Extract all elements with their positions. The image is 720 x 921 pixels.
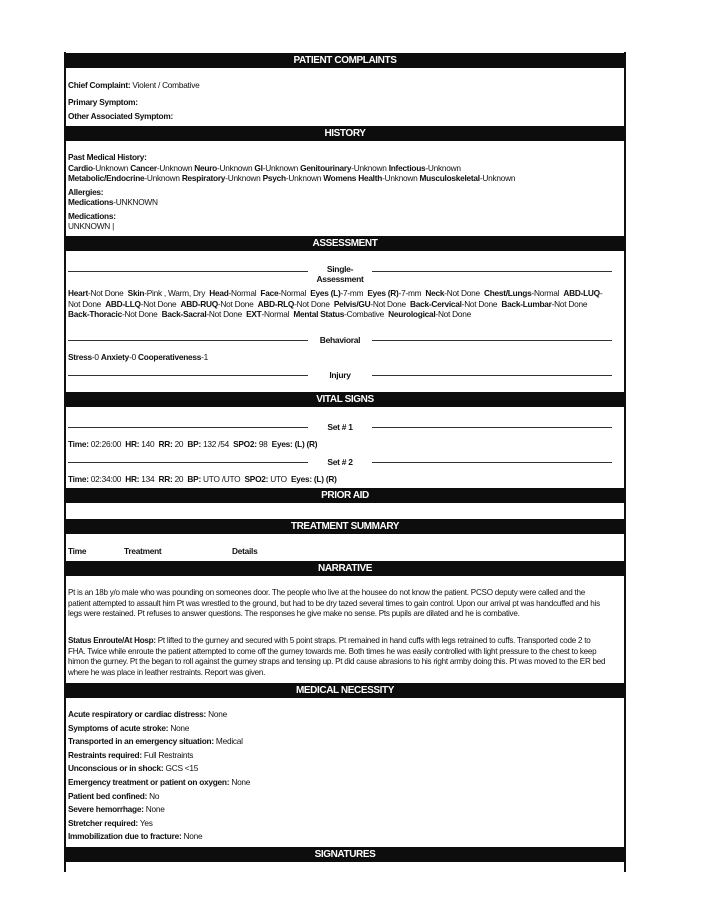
history-item: Metabolic/Endocrine-Unknown [68, 173, 180, 183]
section-header-prior-aid: PRIOR AID [64, 488, 626, 503]
assessment-finding: EXT-Normal [246, 309, 290, 320]
chief-complaint: Chief Complaint: Violent / Combative [68, 80, 200, 90]
assessment-finding: ABD-LUQ-Not Done [68, 288, 603, 309]
assessment-finding: ABD-LLQ-Not Done [105, 298, 177, 309]
necessity-item: Emergency treatment or patient on oxygen: None [68, 777, 251, 787]
assessment-finding: Back-Thoracic-Not Done [68, 309, 158, 320]
history-row-2 [68, 173, 515, 184]
other-symptom: Other Associated Symptom: [68, 111, 174, 121]
assessment-findings [68, 288, 608, 320]
section-header-history: HISTORY [64, 126, 626, 141]
medications-value: UNKNOWN | [68, 221, 114, 231]
section-header-signatures: SIGNATURES [64, 847, 626, 862]
necessity-item: Stretcher required: Yes [68, 817, 153, 828]
behavioral-title: Behavioral [319, 335, 361, 345]
assessment-finding: Eyes (L)-7-mm [310, 288, 364, 298]
divider [68, 427, 308, 428]
divider [372, 375, 612, 376]
history-item: Genitourinary-Unknown [300, 163, 387, 173]
necessity-item: Severe hemorrhage: None [68, 804, 165, 815]
assessment-finding: ABD-RLQ-Not Done [257, 298, 330, 309]
assessment-finding: ABD-RUQ-Not Done [180, 298, 254, 309]
history-item: Psych-Unknown [262, 173, 322, 183]
history-item: Musculoskeletal-Unknown [419, 173, 516, 183]
section-header-vitals: VITAL SIGNS [64, 392, 626, 407]
assessment-finding: Pelvis/GU-Not Done [333, 298, 406, 309]
treatment-col-details: Details [232, 546, 258, 556]
allergies-label: Allergies: [68, 187, 104, 197]
vital-set-1-row: Time: 02:26:00 HR: 140 RR: 20 BP: 132 /54 SPO2: 98 Eyes: (L) (R) [68, 439, 318, 449]
section-header-narrative: NARRATIVE [64, 561, 626, 576]
necessity-item: Restraints required: Full Restraints [68, 749, 194, 760]
assessment-finding: Mental Status-Combative [293, 309, 385, 320]
divider [68, 462, 308, 463]
assessment-finding: Eyes (R)-7-mm [367, 288, 422, 298]
divider [68, 375, 308, 376]
history-item: Cancer-Unknown [130, 163, 193, 173]
medications-label: Medications: [68, 211, 116, 221]
assessment-finding: Back-Sacral-Not Done [161, 309, 242, 320]
injury-title: Injury [329, 370, 351, 380]
divider [372, 271, 612, 272]
section-header-treatment: TREATMENT SUMMARY [64, 519, 626, 534]
treatment-col-treatment: Treatment [124, 546, 162, 556]
history-item: Womens Health-Unknown [323, 173, 418, 183]
behavioral-values [68, 352, 208, 363]
history-item: Respiratory-Unknown [181, 173, 261, 183]
assessment-finding: Face-Normal [260, 288, 307, 298]
necessity-item: Immobilization due to fracture: None [68, 831, 203, 842]
divider [372, 462, 612, 463]
behavioral-item: Cooperativeness-1 [138, 352, 209, 362]
history-row-1 [68, 163, 461, 174]
vital-set-2-row: Time: 02:34:00 HR: 134 RR: 20 BP: UTO /UTO SPO2: UTO Eyes: (L) (R) [68, 474, 337, 484]
history-item: Neuro-Unknown [194, 163, 253, 173]
narrative-paragraph-2: Status Enroute/At Hosp: Pt lifted to the gurney and secured with 5 point straps. Pt remained in hand cuffs with legs retrained to cuffs. Transported code 2 to FHA. Twice while enroute the patient attempted to come off the gurney towards me. Both times he was easily controlled with light pressure to the chest to keep himon the gurney. Pt the began to roll against the gurney straps and tensing up. Pt did cause abrasions to his right armby doing this. Pt was moved to the ER bed where he was place in leather restraints. Report was given. [68, 636, 606, 678]
past-medical-history-label: Past Medical History: [68, 152, 147, 162]
allergy-medications: Medications-UNKNOWN [68, 197, 158, 207]
primary-symptom: Primary Symptom: [68, 97, 138, 107]
divider [372, 427, 612, 428]
necessity-item: Transported in an emergency situation: Medical [68, 736, 243, 747]
assessment-finding: Neck-Not Done [425, 288, 480, 298]
divider [68, 340, 308, 341]
section-header-complaints: PATIENT COMPLAINTS [64, 53, 626, 68]
behavioral-item: Stress-0 [68, 352, 99, 362]
section-header-necessity: MEDICAL NECESSITY [64, 683, 626, 698]
history-item: Cardio-Unknown [68, 163, 129, 173]
history-item: GI-Unknown [254, 163, 299, 173]
section-header-assessment: ASSESSMENT [64, 236, 626, 251]
treatment-col-time: Time [68, 546, 87, 556]
vital-set-1-title: Set # 1 [327, 422, 353, 432]
necessity-item: Symptoms of acute stroke: None [68, 722, 190, 733]
assessment-finding: Heart-Not Done [68, 288, 124, 298]
assessment-finding: Back-Lumbar-Not Done [501, 298, 588, 309]
vital-set-2-title: Set # 2 [327, 457, 353, 467]
assessment-finding: Chest/Lungs-Normal [483, 288, 560, 298]
assessment-finding: Neurological-Not Done [388, 309, 471, 320]
history-item: Infectious-Unknown [388, 163, 461, 173]
necessity-item: Acute respiratory or cardiac distress: None [68, 709, 227, 719]
divider [372, 340, 612, 341]
assessment-finding: Back-Cervical-Not Done [410, 298, 498, 309]
narrative-paragraph-1: Pt is an 18b y/o male who was pounding on someones door. The people who live at the housee do not know the patient. PCSO deputy were called and the patient attempted to assault him Pt was wrestled to the ground, but had to be dry tazed several times to gain control. Upon our arrival pt was handcuffed and his legs were restained. Pt refuses to answer questions. The responses he give make no sense. Pts pupils are dilated and he is combative. [68, 588, 600, 619]
assessment-finding: Skin-Pink , Warm, Dry [127, 288, 206, 298]
necessity-item: Patient bed confined: No [68, 790, 160, 801]
assessment-finding: Head-Normal [209, 288, 257, 298]
necessity-item: Unconscious or in shock: GCS <15 [68, 763, 199, 774]
behavioral-item: Anxiety-0 [100, 352, 136, 362]
single-assessment-title: Single- Assessment [316, 264, 364, 284]
divider [68, 271, 308, 272]
